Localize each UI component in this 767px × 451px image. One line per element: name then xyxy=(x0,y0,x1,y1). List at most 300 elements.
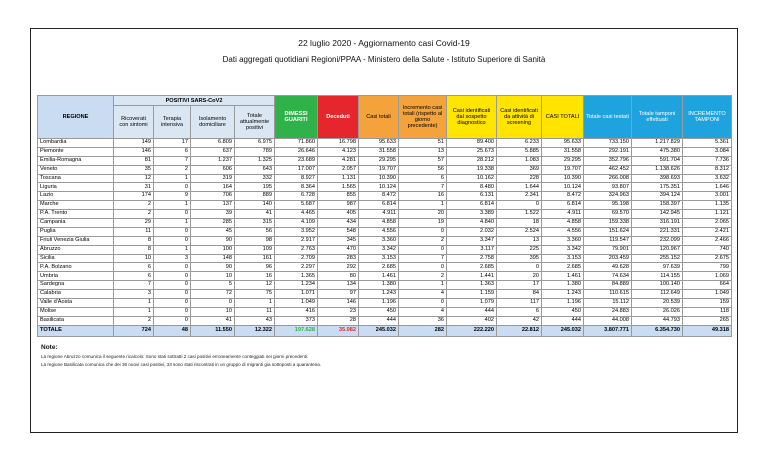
value-cell: 0 xyxy=(154,290,191,299)
value-cell: 6 xyxy=(154,147,191,156)
value-cell: 398.693 xyxy=(632,174,683,183)
value-cell: 3.153 xyxy=(359,254,399,263)
region-name-cell: Lazio xyxy=(38,192,114,201)
value-cell: 51 xyxy=(399,139,447,148)
value-cell: 855 xyxy=(318,192,359,201)
value-cell: 2.466 xyxy=(683,236,732,245)
report-frame xyxy=(30,28,738,433)
value-cell: 19 xyxy=(399,219,447,228)
table-row xyxy=(38,281,732,290)
value-cell: 16 xyxy=(235,272,275,281)
value-cell: 1 xyxy=(154,174,191,183)
value-cell: 0 xyxy=(497,263,542,272)
value-cell: 2.421 xyxy=(683,227,732,236)
value-cell: 8 xyxy=(114,245,154,254)
table-row xyxy=(38,236,732,245)
value-cell: 1 xyxy=(154,219,191,228)
value-cell: 112.649 xyxy=(632,290,683,299)
value-cell: 444 xyxy=(447,307,497,316)
value-cell: 434 xyxy=(318,219,359,228)
value-cell: 195 xyxy=(235,183,275,192)
value-cell: 1.159 xyxy=(447,290,497,299)
value-cell: 7 xyxy=(399,254,447,263)
value-cell: 475.380 xyxy=(632,147,683,156)
value-cell: 1.121 xyxy=(683,210,732,219)
value-cell: 1 xyxy=(154,245,191,254)
value-cell: 332 xyxy=(235,174,275,183)
value-cell: 2.685 xyxy=(447,263,497,272)
value-cell: 56 xyxy=(235,227,275,236)
table-row xyxy=(38,210,732,219)
value-cell: 90 xyxy=(191,236,235,245)
value-cell: 2 xyxy=(399,236,447,245)
value-cell: 450 xyxy=(542,307,584,316)
value-cell: 69.570 xyxy=(584,210,632,219)
value-cell: 22.812 xyxy=(497,325,542,336)
value-cell: 740 xyxy=(683,245,732,254)
table-row xyxy=(38,254,732,263)
value-cell: 225 xyxy=(497,245,542,254)
value-cell: 1.365 xyxy=(275,272,318,281)
value-cell: 197.628 xyxy=(275,325,318,336)
table-row xyxy=(38,272,732,281)
value-cell: 7.736 xyxy=(683,156,732,165)
value-cell: 373 xyxy=(275,316,318,325)
value-cell: 81 xyxy=(114,156,154,165)
value-cell: 149 xyxy=(114,139,154,148)
value-cell: 28.212 xyxy=(447,156,497,165)
region-name-cell: Sicilia xyxy=(38,254,114,263)
value-cell: 10.124 xyxy=(542,183,584,192)
value-cell: 733.150 xyxy=(584,139,632,148)
value-cell: 245.032 xyxy=(359,325,399,336)
value-cell: 6 xyxy=(497,307,542,316)
value-cell: 3.360 xyxy=(542,236,584,245)
value-cell: 23.689 xyxy=(275,156,318,165)
value-cell: 6.131 xyxy=(447,192,497,201)
col-header-incremento-casi: Incremento casi totali (rispetto al giorno precedente) xyxy=(399,96,447,139)
value-cell: 203.459 xyxy=(584,254,632,263)
value-cell: 1 xyxy=(114,307,154,316)
value-cell: 4.465 xyxy=(275,210,318,219)
value-cell: 4 xyxy=(399,290,447,299)
value-cell: 789 xyxy=(235,147,275,156)
region-name-cell: Veneto xyxy=(38,165,114,174)
value-cell: 4.556 xyxy=(359,227,399,236)
value-cell: 444 xyxy=(542,316,584,325)
value-cell: 15.112 xyxy=(584,299,632,308)
note-line-abruzzo: La regione Abruzzo comunica il seguente ricalcolo: Sono stati sottratti 2 casi positivi erroneamente conteggiati nei giorni precedenti. xyxy=(41,354,309,359)
region-name-cell: TOTALE xyxy=(38,325,114,336)
value-cell: 450 xyxy=(359,307,399,316)
value-cell: 799 xyxy=(683,263,732,272)
value-cell: 221.331 xyxy=(632,227,683,236)
value-cell: 44.008 xyxy=(584,316,632,325)
value-cell: 315 xyxy=(235,219,275,228)
value-cell: 6.814 xyxy=(542,201,584,210)
value-cell: 20.539 xyxy=(632,299,683,308)
value-cell: 137 xyxy=(191,201,235,210)
value-cell: 1 xyxy=(399,201,447,210)
value-cell: 93.807 xyxy=(584,183,632,192)
region-name-cell: Marche xyxy=(38,201,114,210)
value-cell: 1.234 xyxy=(275,281,318,290)
value-cell: 3.360 xyxy=(359,236,399,245)
value-cell: 71.860 xyxy=(275,139,318,148)
value-cell: 987 xyxy=(318,201,359,210)
value-cell: 11.550 xyxy=(191,325,235,336)
value-cell: 2 xyxy=(399,272,447,281)
value-cell: 10.390 xyxy=(542,174,584,183)
value-cell: 2.297 xyxy=(275,263,318,272)
value-cell: 74.634 xyxy=(584,272,632,281)
region-name-cell: Umbria xyxy=(38,272,114,281)
col-header-sospetto-diagnostico: Casi identificati dal sospetto diagnostico xyxy=(447,96,497,139)
value-cell: 6.354.730 xyxy=(632,325,683,336)
value-cell: 20 xyxy=(399,210,447,219)
value-cell: 1.071 xyxy=(275,290,318,299)
value-cell: 606 xyxy=(191,165,235,174)
value-cell: 44.793 xyxy=(632,316,683,325)
value-cell: 0 xyxy=(154,210,191,219)
value-cell: 4.911 xyxy=(359,210,399,219)
value-cell: 3 xyxy=(154,254,191,263)
region-name-cell: Sardegna xyxy=(38,281,114,290)
value-cell: 2.524 xyxy=(497,227,542,236)
col-header-totale-positivi: Totale attualmente positivi xyxy=(235,106,275,139)
value-cell: 316.191 xyxy=(632,219,683,228)
value-cell: 1.243 xyxy=(542,290,584,299)
value-cell: 0 xyxy=(154,183,191,192)
value-cell: 255.152 xyxy=(632,254,683,263)
table-row xyxy=(38,183,732,192)
value-cell: 174 xyxy=(114,192,154,201)
region-name-cell: Puglia xyxy=(38,227,114,236)
region-name-cell: Liguria xyxy=(38,183,114,192)
value-cell: 369 xyxy=(497,165,542,174)
value-cell: 1.644 xyxy=(497,183,542,192)
table-total-row xyxy=(38,325,732,336)
value-cell: 4.556 xyxy=(542,227,584,236)
value-cell: 118 xyxy=(683,307,732,316)
value-cell: 5.687 xyxy=(275,201,318,210)
value-cell: 159 xyxy=(683,299,732,308)
value-cell: 416 xyxy=(275,307,318,316)
value-cell: 222.220 xyxy=(447,325,497,336)
value-cell: 444 xyxy=(359,316,399,325)
value-cell: 0 xyxy=(497,201,542,210)
value-cell: 16.798 xyxy=(318,139,359,148)
value-cell: 292.191 xyxy=(584,147,632,156)
value-cell: 2.758 xyxy=(447,254,497,263)
value-cell: 1.441 xyxy=(447,272,497,281)
value-cell: 117 xyxy=(497,299,542,308)
region-name-cell: Valle d'Aosta xyxy=(38,299,114,308)
table-row xyxy=(38,156,732,165)
value-cell: 0 xyxy=(154,263,191,272)
col-group-positivi: POSITIVI SARS-CoV2 xyxy=(114,96,275,106)
value-cell: 142.945 xyxy=(632,210,683,219)
value-cell: 31.558 xyxy=(359,147,399,156)
value-cell: 1.522 xyxy=(497,210,542,219)
value-cell: 17.007 xyxy=(275,165,318,174)
value-cell: 95.198 xyxy=(584,201,632,210)
value-cell: 5.361 xyxy=(683,139,732,148)
value-cell: 42 xyxy=(497,316,542,325)
value-cell: 285 xyxy=(191,219,235,228)
value-cell: 159.338 xyxy=(584,219,632,228)
value-cell: 96 xyxy=(235,263,275,272)
value-cell: 109 xyxy=(235,245,275,254)
report-subtitle: Dati aggregati quotidiani Regioni/PPAA - Ministero della Salute - Istituto Superiore di Sanità xyxy=(222,55,546,64)
col-header-dimessi-guariti: DIMESSI GUARITI xyxy=(275,96,318,139)
value-cell: 1.461 xyxy=(359,272,399,281)
col-header-regione: REGIONE xyxy=(38,96,114,139)
value-cell: 394.124 xyxy=(632,192,683,201)
value-cell: 7 xyxy=(154,156,191,165)
value-cell: 395 xyxy=(497,254,542,263)
value-cell: 6.975 xyxy=(235,139,275,148)
value-cell: 1.363 xyxy=(447,281,497,290)
value-cell: 1.461 xyxy=(542,272,584,281)
region-name-cell: Abruzzo xyxy=(38,245,114,254)
region-name-cell: Calabria xyxy=(38,290,114,299)
value-cell: 48 xyxy=(154,325,191,336)
value-cell: 3.001 xyxy=(683,192,732,201)
value-cell: 4.858 xyxy=(359,219,399,228)
value-cell: 19.338 xyxy=(447,165,497,174)
value-cell: 17 xyxy=(154,139,191,148)
value-cell: 6.233 xyxy=(497,139,542,148)
value-cell: 292 xyxy=(318,263,359,272)
value-cell: 57 xyxy=(399,156,447,165)
value-cell: 10 xyxy=(191,272,235,281)
value-cell: 29.295 xyxy=(359,156,399,165)
table-row xyxy=(38,307,732,316)
value-cell: 1.049 xyxy=(683,290,732,299)
value-cell: 1.196 xyxy=(359,299,399,308)
value-cell: 97 xyxy=(318,290,359,299)
value-cell: 1.325 xyxy=(235,156,275,165)
value-cell: 31.558 xyxy=(542,147,584,156)
notes-heading: Note: xyxy=(41,344,58,351)
value-cell: 1.138.626 xyxy=(632,165,683,174)
value-cell: 8.312 xyxy=(683,165,732,174)
value-cell: 2 xyxy=(114,316,154,325)
value-cell: 1.083 xyxy=(497,156,542,165)
value-cell: 1.196 xyxy=(542,299,584,308)
value-cell: 1 xyxy=(235,299,275,308)
value-cell: 470 xyxy=(318,245,359,254)
value-cell: 151.624 xyxy=(584,227,632,236)
value-cell: 232.099 xyxy=(632,236,683,245)
value-cell: 2 xyxy=(114,210,154,219)
value-cell: 95.633 xyxy=(359,139,399,148)
value-cell: 324.963 xyxy=(584,192,632,201)
value-cell: 148 xyxy=(191,254,235,263)
value-cell: 4 xyxy=(399,307,447,316)
value-cell: 6 xyxy=(399,174,447,183)
value-cell: 2.341 xyxy=(497,192,542,201)
value-cell: 175.351 xyxy=(632,183,683,192)
value-cell: 6 xyxy=(114,272,154,281)
col-header-terapia-intensiva: Terapia intensiva xyxy=(154,106,191,139)
covid-data-table xyxy=(37,95,732,337)
table-row xyxy=(38,290,732,299)
value-cell: 4.109 xyxy=(275,219,318,228)
value-cell: 3.347 xyxy=(447,236,497,245)
value-cell: 97.639 xyxy=(632,263,683,272)
value-cell: 10.390 xyxy=(359,174,399,183)
table-body xyxy=(38,139,732,337)
value-cell: 889 xyxy=(235,192,275,201)
col-header-ricoverati: Ricoverati con sintomi xyxy=(114,106,154,139)
value-cell: 0 xyxy=(154,227,191,236)
value-cell: 12.322 xyxy=(235,325,275,336)
value-cell: 6.728 xyxy=(275,192,318,201)
value-cell: 75 xyxy=(235,290,275,299)
value-cell: 8.480 xyxy=(447,183,497,192)
value-cell: 5.885 xyxy=(497,147,542,156)
value-cell: 26.646 xyxy=(275,147,318,156)
value-cell: 245.032 xyxy=(542,325,584,336)
value-cell: 352.796 xyxy=(584,156,632,165)
table-row xyxy=(38,192,732,201)
value-cell: 265 xyxy=(683,316,732,325)
value-cell: 19.707 xyxy=(359,165,399,174)
value-cell: 405 xyxy=(318,210,359,219)
value-cell: 3 xyxy=(114,290,154,299)
value-cell: 0 xyxy=(399,245,447,254)
value-cell: 119.547 xyxy=(584,236,632,245)
region-name-cell: Campania xyxy=(38,219,114,228)
value-cell: 43 xyxy=(235,316,275,325)
table-row xyxy=(38,245,732,254)
value-cell: 49.628 xyxy=(584,263,632,272)
value-cell: 0 xyxy=(154,236,191,245)
region-name-cell: Lombardia xyxy=(38,139,114,148)
value-cell: 548 xyxy=(318,227,359,236)
table-row xyxy=(38,165,732,174)
table-row xyxy=(38,316,732,325)
table-row xyxy=(38,201,732,210)
value-cell: 282 xyxy=(399,325,447,336)
region-name-cell: P.A. Bolzano xyxy=(38,263,114,272)
value-cell: 36 xyxy=(399,316,447,325)
value-cell: 20 xyxy=(497,272,542,281)
value-cell: 0 xyxy=(154,281,191,290)
value-cell: 1.079 xyxy=(447,299,497,308)
col-header-tamponi-effettuati: Totale tamponi effettuati xyxy=(632,96,683,139)
table-row xyxy=(38,139,732,148)
value-cell: 664 xyxy=(683,281,732,290)
value-cell: 591.704 xyxy=(632,156,683,165)
value-cell: 0 xyxy=(154,316,191,325)
value-cell: 1.565 xyxy=(318,183,359,192)
value-cell: 3.807.771 xyxy=(584,325,632,336)
value-cell: 2.032 xyxy=(447,227,497,236)
value-cell: 114.155 xyxy=(632,272,683,281)
value-cell: 0 xyxy=(154,307,191,316)
col-header-casi-testati: Totale casi testati xyxy=(584,96,632,139)
value-cell: 56 xyxy=(399,165,447,174)
value-cell: 16 xyxy=(399,192,447,201)
value-cell: 29 xyxy=(114,219,154,228)
value-cell: 134 xyxy=(318,281,359,290)
value-cell: 110.615 xyxy=(584,290,632,299)
value-cell: 706 xyxy=(191,192,235,201)
value-cell: 161 xyxy=(235,254,275,263)
value-cell: 1.380 xyxy=(359,281,399,290)
value-cell: 3.342 xyxy=(542,245,584,254)
value-cell: 4.840 xyxy=(447,219,497,228)
value-cell: 1 xyxy=(114,299,154,308)
value-cell: 637 xyxy=(191,147,235,156)
value-cell: 6 xyxy=(114,263,154,272)
value-cell: 89.400 xyxy=(447,139,497,148)
value-cell: 8.472 xyxy=(359,192,399,201)
value-cell: 146 xyxy=(318,299,359,308)
region-name-cell: Friuli Venezia Giulia xyxy=(38,236,114,245)
value-cell: 2.675 xyxy=(683,254,732,263)
value-cell: 1.049 xyxy=(275,299,318,308)
value-cell: 10 xyxy=(114,254,154,263)
value-cell: 72 xyxy=(191,290,235,299)
value-cell: 4.123 xyxy=(318,147,359,156)
value-cell: 26.026 xyxy=(632,307,683,316)
value-cell: 7 xyxy=(114,281,154,290)
value-cell: 10.162 xyxy=(447,174,497,183)
value-cell: 8.927 xyxy=(275,174,318,183)
region-name-cell: Basilicata xyxy=(38,316,114,325)
value-cell: 3.632 xyxy=(683,174,732,183)
value-cell: 1.069 xyxy=(683,272,732,281)
report-title: 22 luglio 2020 - Aggiornamento casi Covid-19 xyxy=(298,38,470,48)
value-cell: 9 xyxy=(154,192,191,201)
value-cell: 3.117 xyxy=(447,245,497,254)
region-name-cell: Emilia-Romagna xyxy=(38,156,114,165)
value-cell: 283 xyxy=(318,254,359,263)
table-row xyxy=(38,263,732,272)
value-cell: 4.911 xyxy=(542,210,584,219)
value-cell: 0 xyxy=(399,263,447,272)
value-cell: 41 xyxy=(235,210,275,219)
value-cell: 8 xyxy=(114,236,154,245)
value-cell: 12 xyxy=(235,281,275,290)
value-cell: 345 xyxy=(318,236,359,245)
value-cell: 2.763 xyxy=(275,245,318,254)
col-header-isolamento: Isolamento domiciliare xyxy=(191,106,235,139)
value-cell: 2 xyxy=(154,165,191,174)
value-cell: 164 xyxy=(191,183,235,192)
table-row xyxy=(38,147,732,156)
region-name-cell: Piemonte xyxy=(38,147,114,156)
value-cell: 1.380 xyxy=(542,281,584,290)
covid-table-container xyxy=(37,95,731,337)
value-cell: 18 xyxy=(497,219,542,228)
value-cell: 643 xyxy=(235,165,275,174)
table-row xyxy=(38,219,732,228)
value-cell: 49.318 xyxy=(683,325,732,336)
value-cell: 41 xyxy=(191,316,235,325)
value-cell: 25.673 xyxy=(447,147,497,156)
value-cell: 95.633 xyxy=(542,139,584,148)
value-cell: 84 xyxy=(497,290,542,299)
value-cell: 45 xyxy=(191,227,235,236)
col-header-casi-totali-2: CASI TOTALI xyxy=(542,96,584,139)
notes-section xyxy=(41,344,731,367)
value-cell: 10 xyxy=(191,307,235,316)
